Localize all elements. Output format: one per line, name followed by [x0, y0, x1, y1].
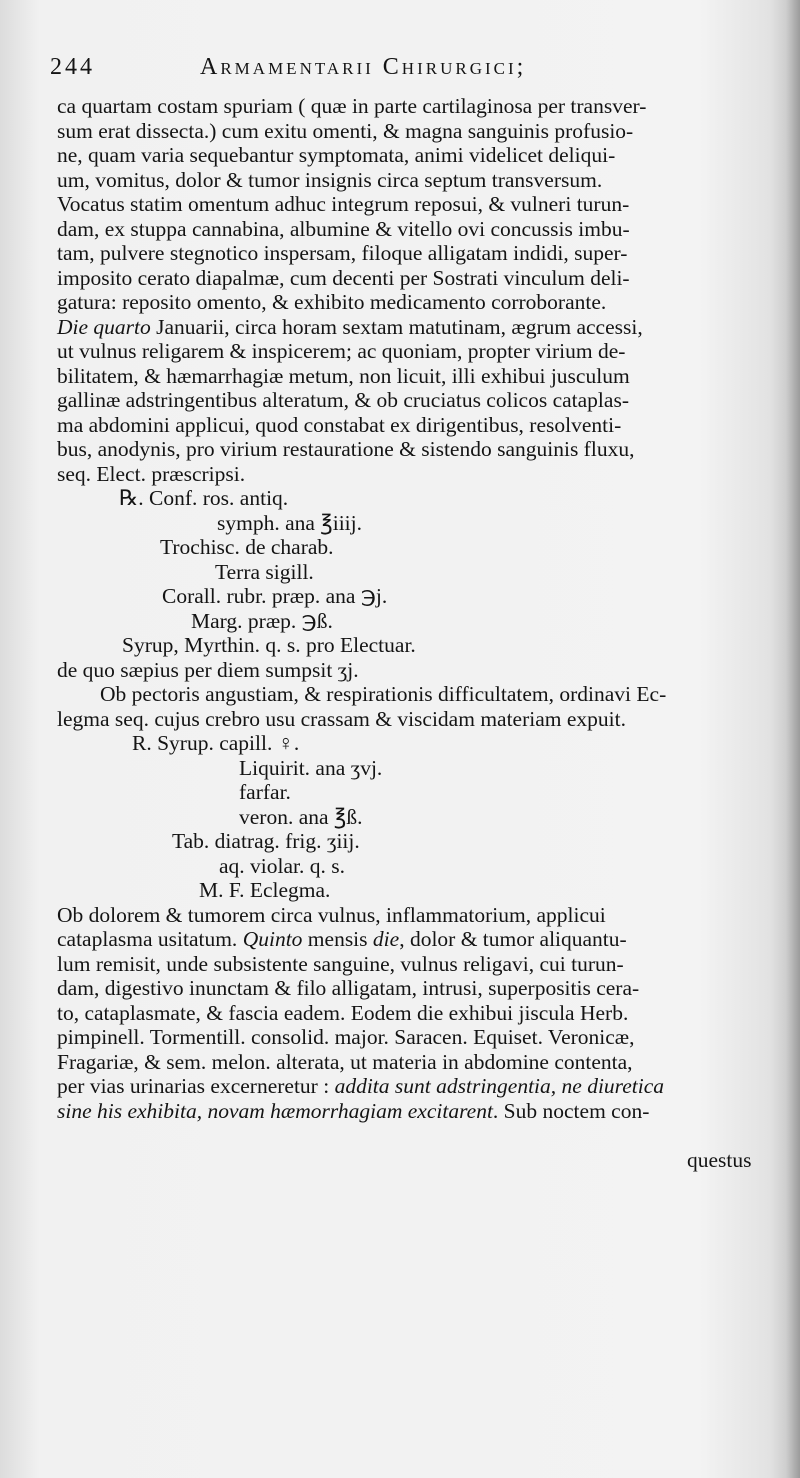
text-segment: seq. Elect. præscripsi. — [57, 461, 246, 486]
text-segment: ma abdomini applicui, quod constabat ex dirigentibus, resolventi- — [57, 412, 622, 437]
text-segment: ne, quam varia sequebantur symptomata, animi videlicet deliqui- — [57, 143, 616, 167]
text-segment: mensis — [302, 927, 373, 951]
page-gutter-shadow — [786, 0, 800, 1478]
text-segment: bilitatem, & hæmarrhagiæ metum, non licuit, illi exhibui jusculum — [57, 363, 630, 388]
text-segment: dam, ex stuppa cannabina, albumine & vitello ovi concussis imbu- — [57, 216, 630, 241]
italic-text-segment: Quinto — [242, 927, 303, 951]
text-line — [57, 437, 765, 462]
text-segment: Terra sigill. — [215, 559, 314, 584]
text-segment: veron. ana ℥ß. — [239, 804, 363, 829]
text-segment: tam, pulvere stegnotico inspersam, filoque alligatam indidi, super- — [57, 241, 628, 265]
text-line — [57, 143, 765, 168]
text-segment: per vias urinarias excerneretur : — [57, 1074, 335, 1098]
text-line — [57, 217, 765, 242]
text-line — [57, 927, 765, 952]
text-line — [57, 192, 765, 217]
text-line — [57, 1148, 765, 1173]
text-line — [57, 339, 765, 364]
text-line — [57, 413, 765, 438]
page-number: 244 — [50, 54, 95, 80]
text-segment: Trochisc. de charab. — [160, 535, 334, 559]
text-segment: ut vulnus religarem & inspicerem; ac quoniam, propter virium de- — [57, 339, 626, 363]
text-line — [57, 168, 765, 193]
text-segment: Corall. rubr. præp. ana ℈j. — [162, 584, 388, 608]
text-segment: Fragariæ, & sem. melon. alterata, ut materia in abdomine contenta, — [57, 1049, 633, 1074]
text-line — [57, 266, 765, 291]
text-line — [57, 854, 765, 879]
text-segment: Januarii, circa horam sextam matutinam, ægrum accessi, — [150, 314, 643, 339]
text-line — [57, 633, 765, 658]
text-segment: Tab. diatrag. frig. ʒiij. — [172, 829, 360, 853]
text-segment: pimpinell. Tormentill. consolid. major. Saracen. Equiset. Veronicæ, — [57, 1025, 635, 1049]
italic-text-segment: Die quarto — [57, 314, 151, 339]
text-segment: aq. violar. q. s. — [219, 853, 345, 878]
italic-text-segment: sine his exhibita, novam hæmorrhagiam excitarent — [57, 1098, 493, 1123]
text-line — [57, 1074, 765, 1099]
text-line — [57, 731, 765, 756]
text-segment: bus, anodynis, pro virium restauratione & sistendo sanguinis fluxu, — [57, 437, 635, 461]
text-segment: lum remisit, unde subsistente sanguine, vulnus religavi, cui turun- — [57, 951, 624, 976]
text-line — [57, 535, 765, 560]
text-segment: to, cataplasmate, & fascia eadem. Eodem die exhibui jiscula Herb. — [57, 1000, 629, 1025]
text-line — [57, 780, 765, 805]
running-head: Armamentarii Chirurgici; — [200, 54, 527, 80]
text-line — [57, 878, 765, 903]
text-segment: ca quartam costam spuriam ( quæ in parte cartilaginosa per transver- — [57, 94, 647, 118]
text-line — [57, 1025, 765, 1050]
text-segment: , dolor & tumor aliquantu- — [399, 927, 627, 951]
text-line — [57, 756, 765, 781]
text-segment: R. Syrup. capill. ♀. — [132, 731, 300, 755]
text-segment: cataplasma usitatum. — [57, 927, 243, 951]
text-line — [57, 1001, 765, 1026]
text-line — [57, 462, 765, 487]
text-line — [57, 364, 765, 389]
text-line — [57, 805, 765, 830]
text-segment: M. F. Eclegma. — [199, 878, 331, 902]
text-segment: symph. ana ℥iiij. — [217, 510, 362, 535]
text-segment: gatura: reposito omento, & exhibito medicamento corroborante. — [57, 290, 607, 314]
text-line — [57, 976, 765, 1001]
body-text — [57, 94, 765, 1172]
text-segment: Ob dolorem & tumorem circa vulnus, inflammatorium, applicui — [57, 902, 606, 927]
text-line — [57, 1050, 765, 1075]
text-line — [57, 952, 765, 977]
page-header — [50, 54, 770, 86]
text-line — [57, 707, 765, 732]
italic-text-segment: addita sunt adstringentia, ne diuretica — [334, 1074, 665, 1098]
text-line — [57, 1099, 765, 1124]
text-line — [57, 609, 765, 634]
text-line — [57, 119, 765, 144]
text-segment: Vocatus statim omentum adhuc integrum reposui, & vulneri turun- — [57, 192, 630, 216]
text-line — [57, 682, 765, 707]
text-segment: . Sub noctem con- — [492, 1098, 650, 1123]
text-segment: Liquirit. ana ʒvj. — [239, 755, 383, 780]
text-line — [57, 290, 765, 315]
text-line — [57, 241, 765, 266]
text-line — [57, 584, 765, 609]
text-line — [57, 486, 765, 511]
text-line — [57, 560, 765, 585]
text-line — [57, 829, 765, 854]
text-line — [57, 94, 765, 119]
text-segment: sum erat dissecta.) cum exitu omenti, & magna sanguinis profusio- — [57, 118, 634, 143]
text-line — [57, 658, 765, 683]
text-line — [57, 1123, 765, 1148]
italic-text-segment: die — [372, 927, 400, 951]
text-segment: ℞. Conf. ros. antiq. — [119, 486, 289, 510]
text-segment: Ob pectoris angustiam, & respirationis difficultatem, ordinavi Ec- — [100, 682, 667, 706]
text-line — [57, 315, 765, 340]
text-segment: legma seq. cujus crebro usu crassam & viscidam materiam expuit. — [57, 706, 626, 731]
text-segment: um, vomitus, dolor & tumor insignis circa septum transversum. — [57, 167, 603, 192]
text-segment: de quo sæpius per diem sumpsit ʒj. — [57, 657, 359, 682]
text-line — [57, 388, 765, 413]
text-segment: Marg. præp. ℈ß. — [191, 608, 333, 633]
text-line — [57, 903, 765, 928]
text-segment: imposito cerato diapalmæ, cum decenti per Sostrati vinculum deli- — [57, 265, 630, 290]
text-segment: farfar. — [239, 780, 291, 804]
text-segment: questus — [687, 1147, 752, 1172]
text-segment: gallinæ adstringentibus alteratum, & ob cruciatus colicos cataplas- — [57, 388, 629, 412]
text-segment: dam, digestivo inunctam & filo alligatam, intrusi, superpositis cera- — [57, 976, 640, 1000]
text-line — [57, 511, 765, 536]
text-segment: Syrup, Myrthin. q. s. pro Electuar. — [122, 633, 416, 657]
